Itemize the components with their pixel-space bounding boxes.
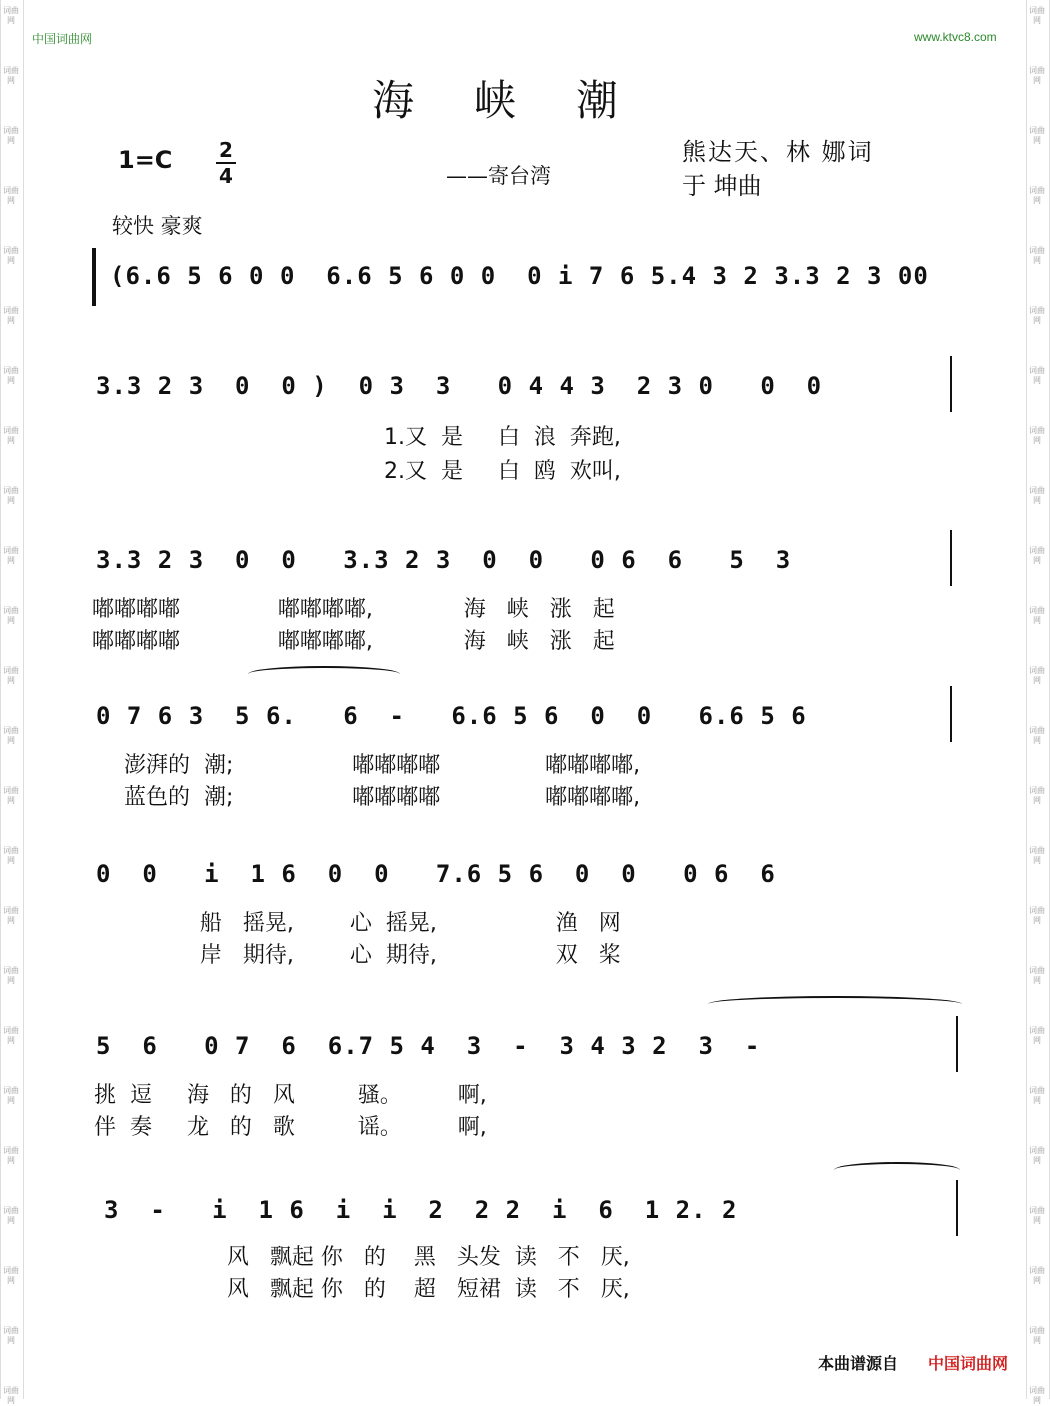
- watermark-text: 词曲网: [3, 666, 19, 685]
- source-site-link[interactable]: 中国词曲网: [928, 1354, 1009, 1373]
- watermark-text: 词曲网: [1029, 306, 1045, 325]
- watermark-text: 词曲网: [1029, 546, 1045, 565]
- watermark-text: 词曲网: [3, 186, 19, 205]
- watermark-text: 词曲网: [1029, 966, 1045, 985]
- watermark-text: 词曲网: [3, 6, 19, 25]
- watermark-text: 词曲网: [1029, 486, 1045, 505]
- watermark-text: 词曲网: [3, 786, 19, 805]
- watermark-text: 词曲网: [3, 126, 19, 145]
- watermark-text: 词曲网: [3, 1386, 19, 1405]
- composer-credit: 于 坤曲: [682, 172, 762, 200]
- watermark-text: 词曲网: [3, 966, 19, 985]
- side-watermark-right: [1026, 0, 1050, 1405]
- side-watermark-left: [0, 0, 24, 1405]
- barline: [950, 686, 952, 742]
- watermark-text: 词曲网: [1029, 1146, 1045, 1165]
- watermark-text: 词曲网: [1029, 1086, 1045, 1105]
- watermark-text: 词曲网: [3, 66, 19, 85]
- watermark-text: 词曲网: [1029, 906, 1045, 925]
- watermark-text: 词曲网: [3, 1206, 19, 1225]
- watermark-text: 词曲网: [1029, 606, 1045, 625]
- watermark-text: 词曲网: [3, 906, 19, 925]
- barline: [956, 1180, 958, 1236]
- slur-mark: [708, 996, 962, 1012]
- slur-mark: [248, 666, 400, 682]
- lyric-verse-2: 岸 期待, 心 期待, 双 桨: [130, 943, 621, 968]
- watermark-text: 词曲网: [1029, 366, 1045, 385]
- watermark-text: 词曲网: [1029, 846, 1045, 865]
- watermark-text: 词曲网: [3, 486, 19, 505]
- watermark-text: 词曲网: [3, 546, 19, 565]
- time-signature: [216, 140, 236, 186]
- notation-line: 3.3 2 3 0 0 3.3 2 3 0 0 0 6 6 5 3: [96, 546, 792, 574]
- site-url-right[interactable]: www.ktvc8.com: [914, 30, 997, 44]
- site-name-left[interactable]: 中国词曲网: [32, 32, 93, 46]
- lyric-verse-1: 澎湃的 潮; 嘟嘟嘟嘟 嘟嘟嘟嘟,: [124, 753, 641, 778]
- lyric-verse-2: 蓝色的 潮; 嘟嘟嘟嘟 嘟嘟嘟嘟,: [124, 785, 641, 810]
- barline: [956, 1016, 958, 1072]
- song-title: 海峡潮: [371, 76, 678, 125]
- barline: [950, 356, 952, 412]
- lyric-verse-2: 伴 奏 龙 的 歌 谣。 啊,: [94, 1115, 487, 1140]
- notation-line: 3.3 2 3 0 0 ) 0 3 3 0 4 4 3 2 3 0 0 0: [96, 372, 823, 400]
- song-subtitle: ——寄台湾: [446, 164, 551, 188]
- notation-line: 3 - i 1 6 i i 2 2 2 i 6 1 2. 2: [104, 1196, 738, 1224]
- watermark-text: 词曲网: [3, 606, 19, 625]
- key-signature: 1=C: [118, 146, 173, 174]
- watermark-text: 词曲网: [1029, 786, 1045, 805]
- repeat-barline: [92, 248, 96, 306]
- tempo-marking: 较快 豪爽: [112, 214, 203, 238]
- notation-line: (6.6 5 6 0 0 6.6 5 6 0 0 0 i 7 6 5.4 3 2 3.3 2 3 00: [110, 262, 929, 290]
- watermark-text: 词曲网: [1029, 1266, 1045, 1285]
- watermark-text: 词曲网: [3, 246, 19, 265]
- watermark-text: 词曲网: [3, 1146, 19, 1165]
- watermark-text: 词曲网: [3, 846, 19, 865]
- watermark-text: 词曲网: [1029, 126, 1045, 145]
- time-signature-bottom: 4: [219, 164, 233, 188]
- watermark-text: 词曲网: [3, 1266, 19, 1285]
- lyric-verse-1: 嘟嘟嘟嘟 嘟嘟嘟嘟, 海 峡 涨 起: [92, 597, 615, 622]
- time-signature-top: 2: [219, 138, 233, 162]
- lyric-verse-1: 风 飘起 你 的 黑 头发 读 不 厌,: [150, 1245, 630, 1270]
- watermark-text: 词曲网: [1029, 426, 1045, 445]
- watermark-text: 词曲网: [1029, 1206, 1045, 1225]
- lyric-verse-2: 风 飘起 你 的 超 短裙 读 不 厌,: [150, 1277, 630, 1302]
- watermark-text: 词曲网: [1029, 246, 1045, 265]
- notation-line: 0 0 i 1 6 0 0 7.6 5 6 0 0 0 6 6: [96, 860, 776, 888]
- watermark-text: 词曲网: [3, 1026, 19, 1045]
- lyricist-credit: 熊达天、林 娜词: [682, 138, 874, 166]
- source-label: 本曲谱源自: [818, 1354, 899, 1373]
- lyric-verse-2: 2.又 是 白 鸥 欢叫,: [384, 459, 621, 484]
- lyric-verse-1: 船 摇晃, 心 摇晃, 渔 网: [130, 911, 621, 936]
- lyric-verse-2: 嘟嘟嘟嘟 嘟嘟嘟嘟, 海 峡 涨 起: [92, 629, 615, 654]
- watermark-text: 词曲网: [3, 1326, 19, 1345]
- watermark-text: 词曲网: [3, 726, 19, 745]
- watermark-text: 词曲网: [3, 1086, 19, 1105]
- watermark-text: 词曲网: [1029, 666, 1045, 685]
- watermark-text: 词曲网: [1029, 1026, 1045, 1045]
- watermark-text: 词曲网: [3, 426, 19, 445]
- watermark-text: 词曲网: [1029, 6, 1045, 25]
- watermark-text: 词曲网: [1029, 186, 1045, 205]
- watermark-text: 词曲网: [1029, 66, 1045, 85]
- watermark-text: 词曲网: [1029, 1326, 1045, 1345]
- watermark-text: 词曲网: [1029, 726, 1045, 745]
- watermark-text: 词曲网: [3, 366, 19, 385]
- lyric-verse-1: 挑 逗 海 的 风 骚。 啊,: [94, 1083, 487, 1108]
- lyric-verse-1: 1.又 是 白 浪 奔跑,: [384, 425, 621, 450]
- slur-mark: [834, 1162, 960, 1178]
- barline: [950, 530, 952, 586]
- watermark-text: 词曲网: [1029, 1386, 1045, 1405]
- notation-line: 0 7 6 3 5 6. 6 - 6.6 5 6 0 0 6.6 5 6: [96, 702, 807, 730]
- watermark-text: 词曲网: [3, 306, 19, 325]
- notation-line: 5 6 0 7 6 6.7 5 4 3 - 3 4 3 2 3 -: [96, 1032, 761, 1060]
